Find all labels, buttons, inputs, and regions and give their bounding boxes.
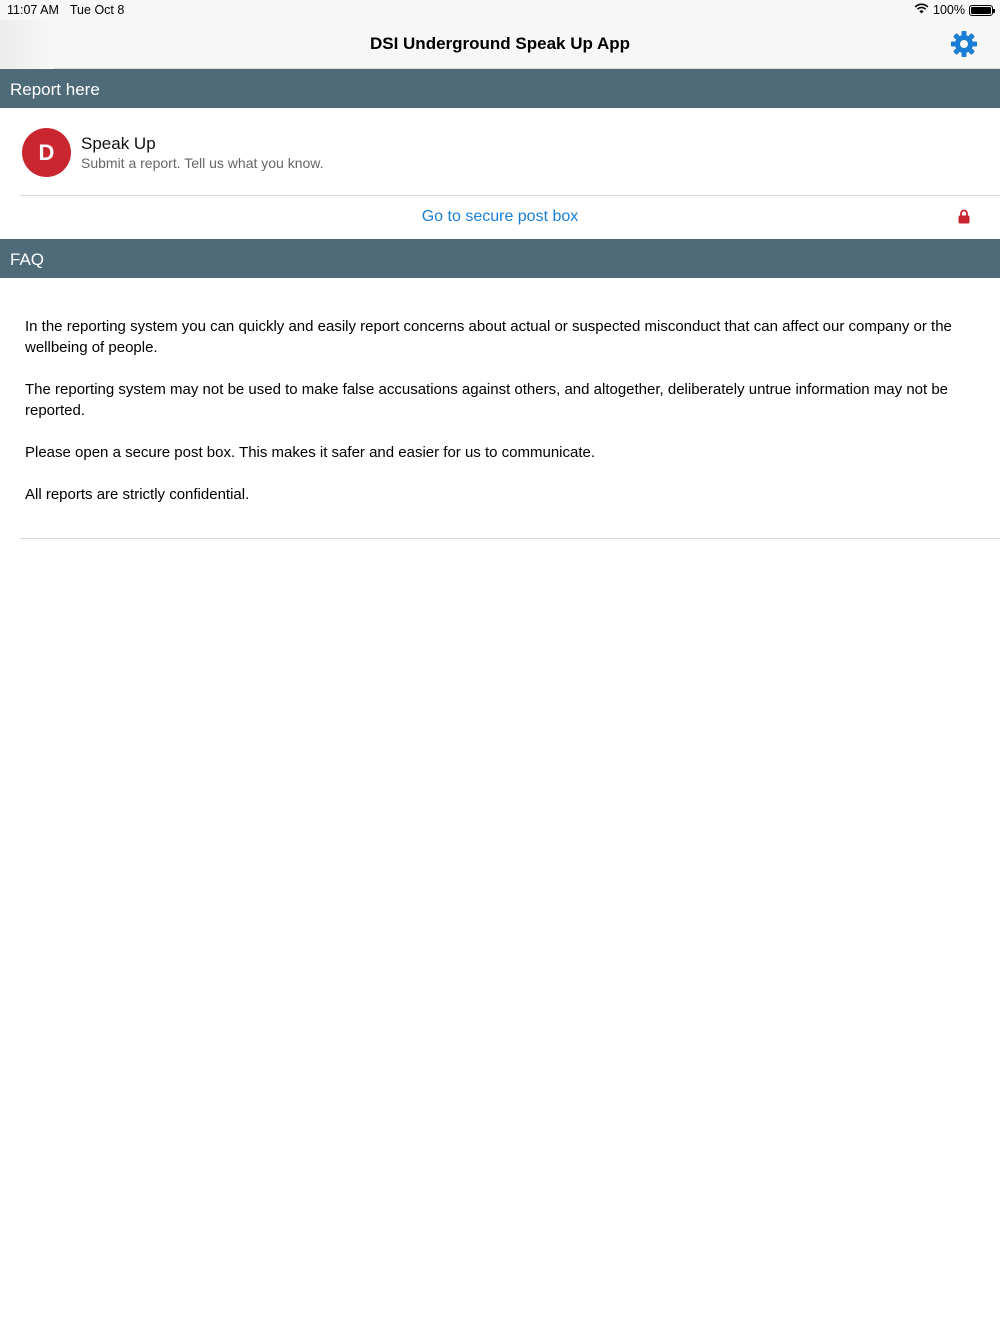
faq-paragraph: All reports are strictly confidential. bbox=[25, 486, 250, 503]
gear-icon[interactable] bbox=[950, 30, 978, 58]
wifi-icon bbox=[914, 3, 929, 17]
speak-up-row[interactable] bbox=[0, 108, 1000, 195]
nav-bar bbox=[0, 20, 1000, 69]
battery-percent: 100% bbox=[933, 3, 965, 17]
lock-icon bbox=[958, 209, 970, 224]
speak-up-subtitle: Submit a report. Tell us what you know. bbox=[81, 155, 324, 171]
faq-paragraph: In the reporting system you can quickly and easily report concerns about actual or suspected misconduct that can affect our company or the wellbeing of people. bbox=[25, 318, 952, 356]
battery-level bbox=[971, 7, 991, 14]
faq-section-header: FAQ bbox=[0, 239, 1000, 278]
battery-icon bbox=[969, 5, 993, 16]
faq-paragraph: The reporting system may not be used to make false accusations against others, and altogether, deliberately untrue information may not be reported. bbox=[25, 381, 949, 419]
secure-post-box-row[interactable] bbox=[0, 196, 1000, 239]
divider bbox=[20, 538, 1000, 539]
avatar: D bbox=[22, 128, 71, 177]
faq-content bbox=[25, 316, 980, 526]
status-date: Tue Oct 8 bbox=[69, 3, 125, 17]
secure-post-box-link[interactable]: Go to secure post box bbox=[421, 208, 579, 225]
speak-up-title: Speak Up bbox=[81, 134, 156, 153]
status-time: 11:07 AM bbox=[7, 3, 59, 17]
status-bar bbox=[0, 0, 1000, 20]
faq-paragraph: Please open a secure post box. This makes it safer and easier for us to communicate. bbox=[25, 444, 596, 461]
page-title: DSI Underground Speak Up App bbox=[369, 34, 631, 53]
report-section-header: Report here bbox=[0, 69, 1000, 108]
